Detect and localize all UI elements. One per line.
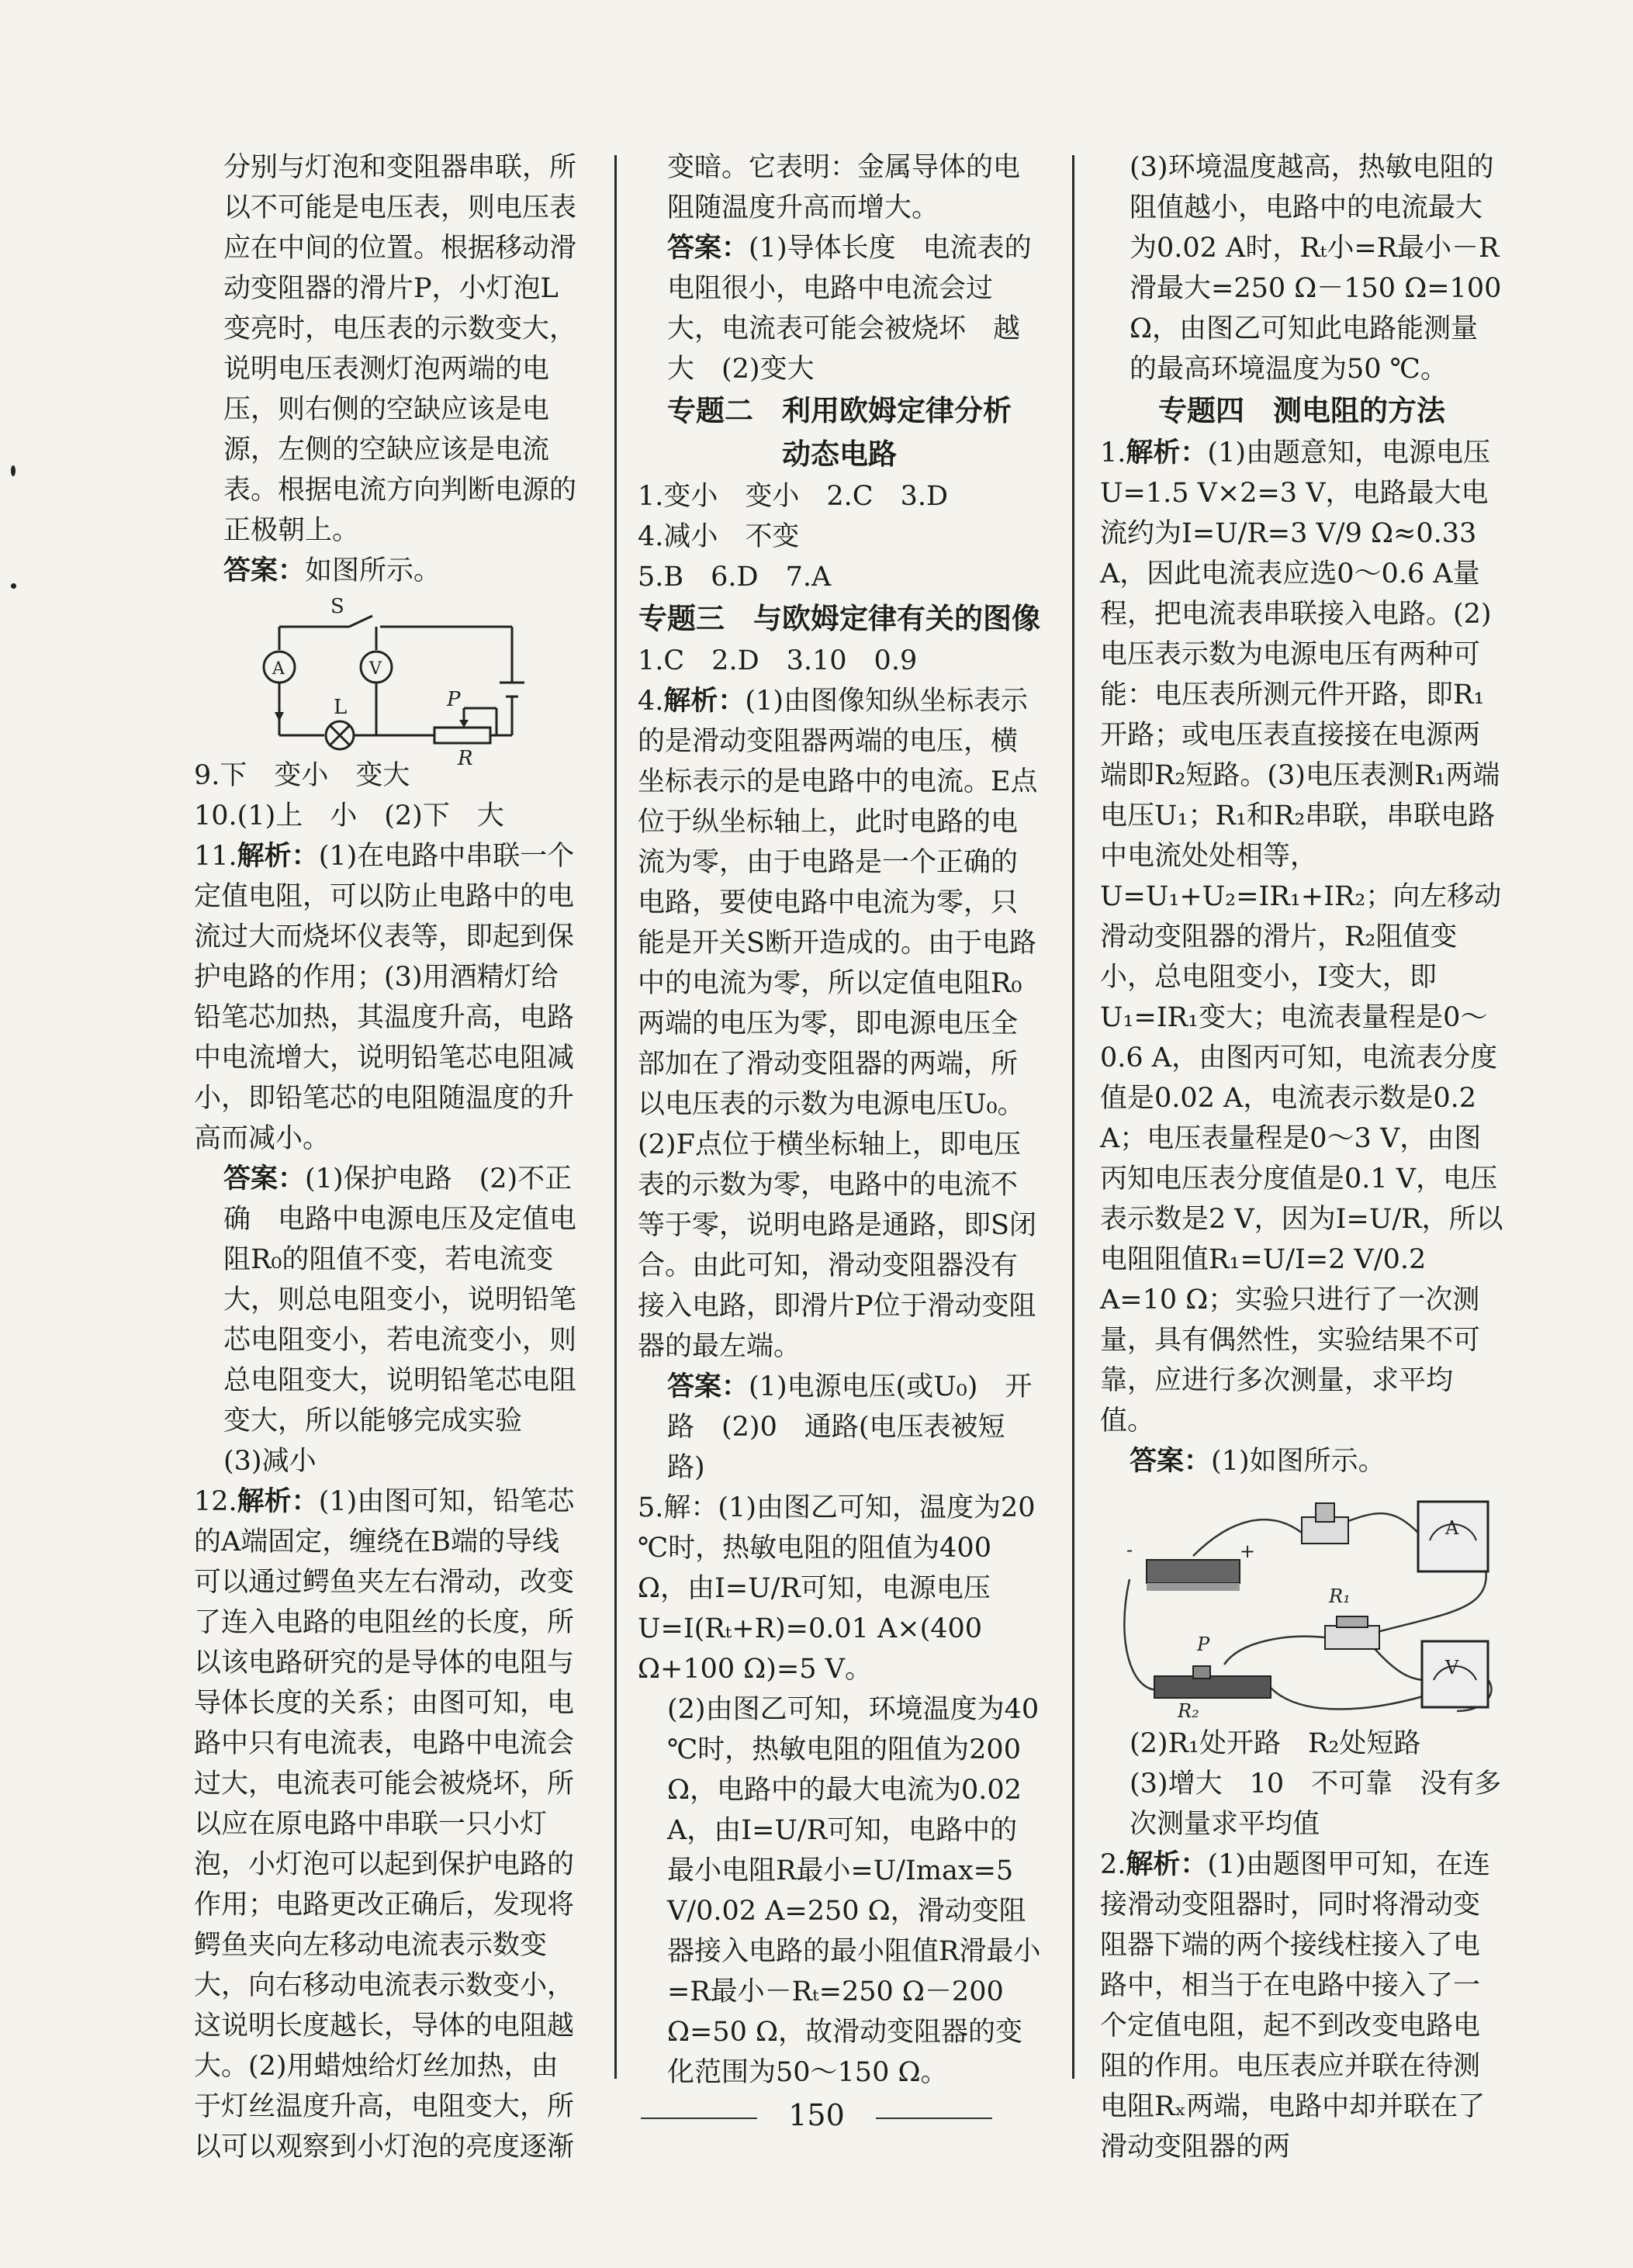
answer-text: (1)导体长度 电流表的电阻很小，电路中电流会过大，电流表可能会被烧坏 越大 (2)变大 [667,233,1032,385]
ammeter-label: A [272,659,285,679]
battery-minus-label: - [1126,1539,1133,1561]
section-heading: 专题三 与欧姆定律有关的图像 [638,602,1040,635]
slider-label: P [447,688,461,711]
footer-dash [641,2118,757,2119]
slider-label: P [1197,1634,1210,1655]
section-heading: 专题四 测电阻的方法 [1158,394,1445,427]
page-number: 150 [788,2098,845,2132]
column-divider-right [1072,155,1074,2079]
answer-text: (1)如图所示。 [1211,1446,1386,1477]
column-1 [194,147,582,2167]
analysis-text: (1)由图像知纵坐标表示的是滑动变阻器两端的电压，横坐标表示的是电路中的电流。E点位于纵坐标轴上，此时电路的电流为零，由于电路是一个正确的电路，要使电路中电流为零，只能是开关S断开造成的。由于电路中的电流为零，所以定值电阻R₀两端的电压为零，即电源电压全部加在了滑动变阻器的两端，所以电压表的示数为电源电压U₀。(2)F点位于横坐标轴上，即电压表的示数为零，电路中的电流不等于零，说明电路是通路，即S闭合。由此可知，滑动变阻器没有接入电路，即滑片P位于滑动变阻器的最左端。 [638,686,1038,1362]
analysis-text: (1)由题图甲可知，在连接滑动变阻器时，同时将滑动变阻器下端的两个接线柱接入了电路中，相当于在电路中接入了一个定值电阻，起不到改变电路电阻的作用。电压表应并联在待测电阻Rₓ两端，电路中却并联在了滑动变阻器的两 [1100,1849,1491,2163]
switch-label: S [330,595,344,618]
answer-label: 答案： [667,233,749,264]
answer-line: 1.变小 变小 2.C 3.D [638,481,949,512]
paragraph: 变暗。它表明：金属导体的电阻随温度升高而增大。 [667,152,1021,223]
solution-text: (2)由图乙可知，环境温度为40 ℃时，热敏电阻的阻值为200 Ω，电路中的最大电流为0.02 A，由I=U/R可知，电路中的最小电阻R最小=U/Imax=5 V/0.02 A=250 Ω，滑动变阻器接入电路的最小阻值R滑最小=R最小－Rₜ=250 Ω－200 Ω=50 Ω，故滑动变阻器的变化范围为50～150 Ω。 [667,1694,1041,2088]
scan-mark [11,583,16,589]
lamp-label: L [334,696,348,719]
analysis-text: (1)由题意知，电源电压U=1.5 V×2=3 V，电路最大电流约为I=U/R=3 V/9 Ω≈0.33 A，因此电流表应选0～0.6 A量程，把电流表串联接入电路。(2)电压表示数为电源电压有两种可能：电压表所测元件开路，即R₁开路；或电压表直接接在电源两端即R₂短路。(3)电压表测R₁两端电压U₁；R₁和R₂串联，串联电路中电流处处相等，U=U₁+U₂=IR₁+IR₂；向左移动滑动变阻器的滑片，R₂阻值变小，总电阻变小，I变大，即U₁=IR₁变大；电流表量程是0～0.6 A，由图丙可知，电流表分度值是0.02 A，电流表示数是0.2 A；电压表量程是0～3 V，由图丙知电压表分度值是0.1 V，电压表示数是2 V，因为I=U/R，所以电阻阻值R₁=U/I=2 V/0.2 A=10 Ω；实验只进行了一次测量，具有偶然性，实验结果不可靠，应进行多次测量，求平均值。 [1100,437,1503,1437]
answer-text: (2)R₁处开路 R₂处短路 [1130,1728,1421,1759]
answer-label: 答案： [1130,1446,1212,1477]
paragraph: 分别与灯泡和变阻器串联，所以不可能是电压表，则电压表应在中间的位置。根据移动滑动变阻器的滑片P，小灯泡L变亮时，电压表的示数变大，说明电压表测灯泡两端的电压，则右侧的空缺应该是电源，左侧的空缺应该是电流表。根据电流方向判断电源的正极朝上。 [223,152,577,546]
column-3 [1100,147,1503,2167]
analysis-text: (1)在电路中串联一个定值电阻，可以防止电路中的电流过大而烧坏仪表等，即起到保护电路的作用；(3)用酒精灯给铅笔芯加热，其温度升高，电路中电流增大，说明铅笔芯电阻减小，即铅笔芯的电阻随温度的升高而减小。 [194,841,575,1154]
question-number: 4. [638,686,664,717]
answer-text: (1)电源电压(或U₀) 开路 (2)0 通路(电压表被短路) [667,1371,1033,1483]
scan-mark [11,465,16,476]
analysis-label: 解析： [237,1486,319,1517]
question-number: 1. [1100,437,1126,468]
solution-text: 5.解：(1)由图乙可知，温度为20 ℃时，热敏电阻的阻值为400 Ω，由I=U/R可知，电源电压U=I(Rₜ+R)=0.01 A×(400 Ω+100 Ω)=5 V。 [638,1492,1036,1685]
answer-text: (3)减小 [223,1446,317,1477]
answer-text: 如图所示。 [305,555,441,586]
answer-text: (1)保护电路 (2)不正确 电路中电源电压及定值电阻R₀的阻值不变，若电流变大，则总电阻变小，说明铅笔芯电阻变小，若电流变小，则总电阻变大，说明铅笔芯电阻变大，所以能够完成实验 [223,1163,577,1437]
page-number-footer [0,2098,1633,2132]
answer-label: 答案： [223,1163,306,1195]
analysis-label: 解析： [1126,437,1208,468]
circuit-diagram [256,595,582,770]
rheostat-label: R [458,747,473,770]
rheostat-r2-label: R₂ [1178,1700,1199,1722]
answer-line: 5.B 6.D 7.A [638,562,832,593]
column-2 [638,147,1041,2093]
question-number: 11. [194,841,237,872]
wiring-diagram [1116,1486,1503,1722]
analysis-text: (1)由图可知，铅笔芯的A端固定，缠绕在B端的导线可以通过鳄鱼夹左右滑动，改变了连入电路的电阻丝的长度，所以该电路研究的是导体的电阻与导体长度的关系；由图可知，电路中只有电流表，电路中电流会过大，电流表可能会被烧坏，所以应在原电路中串联一只小灯泡，小灯泡可以起到保护电路的作用；电路更改正确后，发现将鳄鱼夹向左移动电流表示数变大，向右移动电流表示数变小，这说明长度越长，导体的电阻越大。(2)用蜡烛给灯丝加热，由于灯丝温度升高，电阻变大，所以可以观察到小灯泡的亮度逐渐 [194,1486,575,2163]
answer-label: 答案： [667,1371,749,1402]
analysis-label: 解析： [1126,1849,1208,1880]
resistor-r1-label: R₁ [1329,1585,1351,1607]
answer-line: 1.C 2.D 3.10 0.9 [638,645,918,676]
answer-line: 10.(1)上 小 (2)下 大 [194,800,504,831]
paragraph: (3)环境温度越高，热敏电阻的阻值越小，电路中的电流最大为0.02 A时，Rₜ小=R最小－R滑最大=250 Ω－150 Ω=100 Ω，由图乙可知此电路能测量的最高环境温度为50 ℃。 [1130,152,1502,385]
question-number: 2. [1100,1849,1126,1880]
voltmeter-label: V [1445,1657,1459,1679]
answer-line: 9.下 变小 变大 [194,760,410,791]
ammeter-label: A [1445,1517,1459,1539]
footer-dash [876,2118,992,2119]
voltmeter-label: V [369,659,382,679]
analysis-label: 解析： [237,841,319,872]
analysis-label: 解析： [663,686,746,717]
section-heading: 专题二 利用欧姆定律分析 [667,394,1012,427]
battery-plus-label: + [1240,1540,1256,1562]
question-number: 12. [194,1486,237,1517]
answer-text: (3)增大 10 不可靠 没有多次测量求平均值 [1130,1768,1502,1840]
section-heading-cont: 动态电路 [782,437,897,471]
answer-label: 答案： [223,555,306,586]
answer-line: 4.减小 不变 [638,521,800,552]
column-divider-left [614,155,617,2079]
